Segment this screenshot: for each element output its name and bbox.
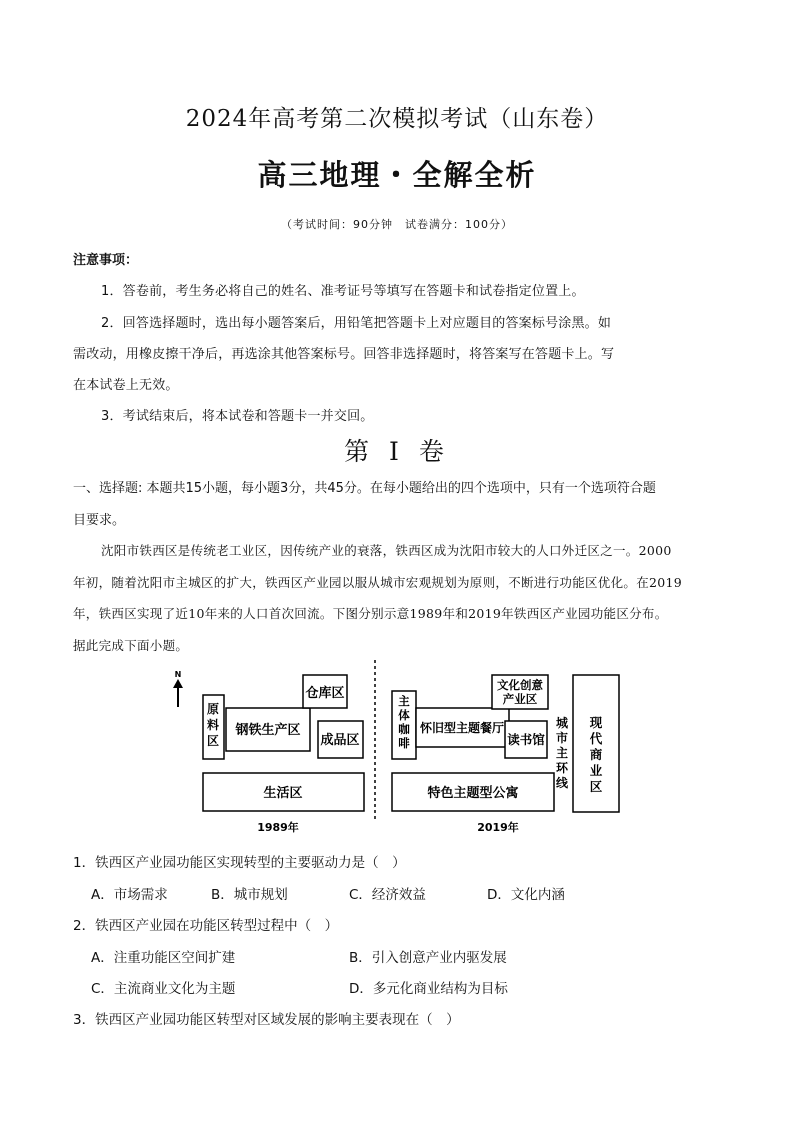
warehouse-label: 仓库区 <box>305 686 345 701</box>
ring-road-label: 城市主环线 <box>555 716 569 790</box>
notice-item-2-line-2: 需改动，用橡皮擦干净后，再选涂其他答案标号。回答非选择题时，将答案写在答题卡上。写 <box>73 347 615 362</box>
north-label: N <box>174 670 182 679</box>
question-2-option-b: B．引入创意产业内驱发展 <box>349 950 507 966</box>
question-1-option-b: B．城市规划 <box>211 887 288 903</box>
creative-industry-label: 文化创意产业区 <box>497 678 543 706</box>
notice-item-2-line-3: 在本试卷上无效。 <box>73 378 179 393</box>
apartment-label: 特色主题型公寓 <box>427 786 519 801</box>
exam-info: （考试时间：90分钟 试卷满分：100分） <box>281 218 513 231</box>
year-2019-label: 2019年 <box>477 821 519 834</box>
question-1-option-d: D．文化内涵 <box>487 887 565 903</box>
question-2-option-a: A．注重功能区空间扩建 <box>91 950 236 966</box>
product-label: 成品区 <box>320 733 360 748</box>
section-instruction-line-2: 目要求。 <box>73 513 126 528</box>
notice-heading: 注意事项： <box>73 253 139 268</box>
industrial-park-map-figure <box>160 655 630 840</box>
living-label: 生活区 <box>263 786 303 801</box>
notice-item-3: 3．考试结束后，将本试卷和答题卡一并交回。 <box>101 409 374 424</box>
coffee-label: 主体咖啡 <box>398 694 410 750</box>
year-1989-label: 1989年 <box>257 821 299 834</box>
exam-title: 2024年高考第二次模拟考试（山东卷） <box>185 106 609 132</box>
passage-line-4: 据此完成下面小题。 <box>73 638 189 653</box>
question-3-stem: 3．铁西区产业园功能区转型对区域发展的影响主要表现在（ ） <box>73 1012 460 1028</box>
question-1-option-c: C．经济效益 <box>349 887 426 903</box>
north-arrow-icon <box>173 670 183 707</box>
commercial-label: 现代商业区 <box>589 715 603 794</box>
steel-production-label: 钢铁生产区 <box>235 723 301 738</box>
notice-item-2-line-1: 2．回答选择题时，选出每小题答案后，用铅笔把答题卡上对应题目的答案标号涂黑。如 <box>101 316 612 331</box>
passage-line-2: 年初，随着沈阳市主城区的扩大，铁西区产业园以服从城市宏观规划为原则，不断进行功能区优化。在2019 <box>73 575 683 590</box>
restaurant-label: 怀旧型主题餐厅 <box>419 721 505 735</box>
passage-line-3: 年，铁西区实现了近10年来的人口首次回流。下图分别示意1989年和2019年铁西区产业园功能区分布。 <box>73 606 668 621</box>
question-2-option-c: C．主流商业文化为主题 <box>91 981 236 997</box>
library-label: 读书馆 <box>507 732 545 747</box>
question-2-option-d: D．多元化商业结构为目标 <box>349 981 508 997</box>
question-1-option-a: A．市场需求 <box>91 887 168 903</box>
page-title: 高三地理・全解全析 <box>257 158 537 192</box>
question-2-stem: 2．铁西区产业园在功能区转型过程中（ ） <box>73 918 339 934</box>
question-1-stem: 1．铁西区产业园功能区实现转型的主要驱动力是（ ） <box>73 855 406 871</box>
section-instruction-line-1: 一、选择题: 本题共15小题，每小题3分，共45分。在每小题给出的四个选项中，只有一个选项符合题 <box>73 481 656 496</box>
volume-title: 第 I 卷 <box>344 437 450 466</box>
raw-material-label: 原料区 <box>206 702 220 748</box>
notice-item-1: 1．答卷前，考生务必将自己的姓名、准考证号等填写在答题卡和试卷指定位置上。 <box>101 284 585 299</box>
passage-line-1: 沈阳市铁西区是传统老工业区，因传统产业的衰落，铁西区成为沈阳市较大的人口外迁区之一。2000 <box>101 543 672 558</box>
